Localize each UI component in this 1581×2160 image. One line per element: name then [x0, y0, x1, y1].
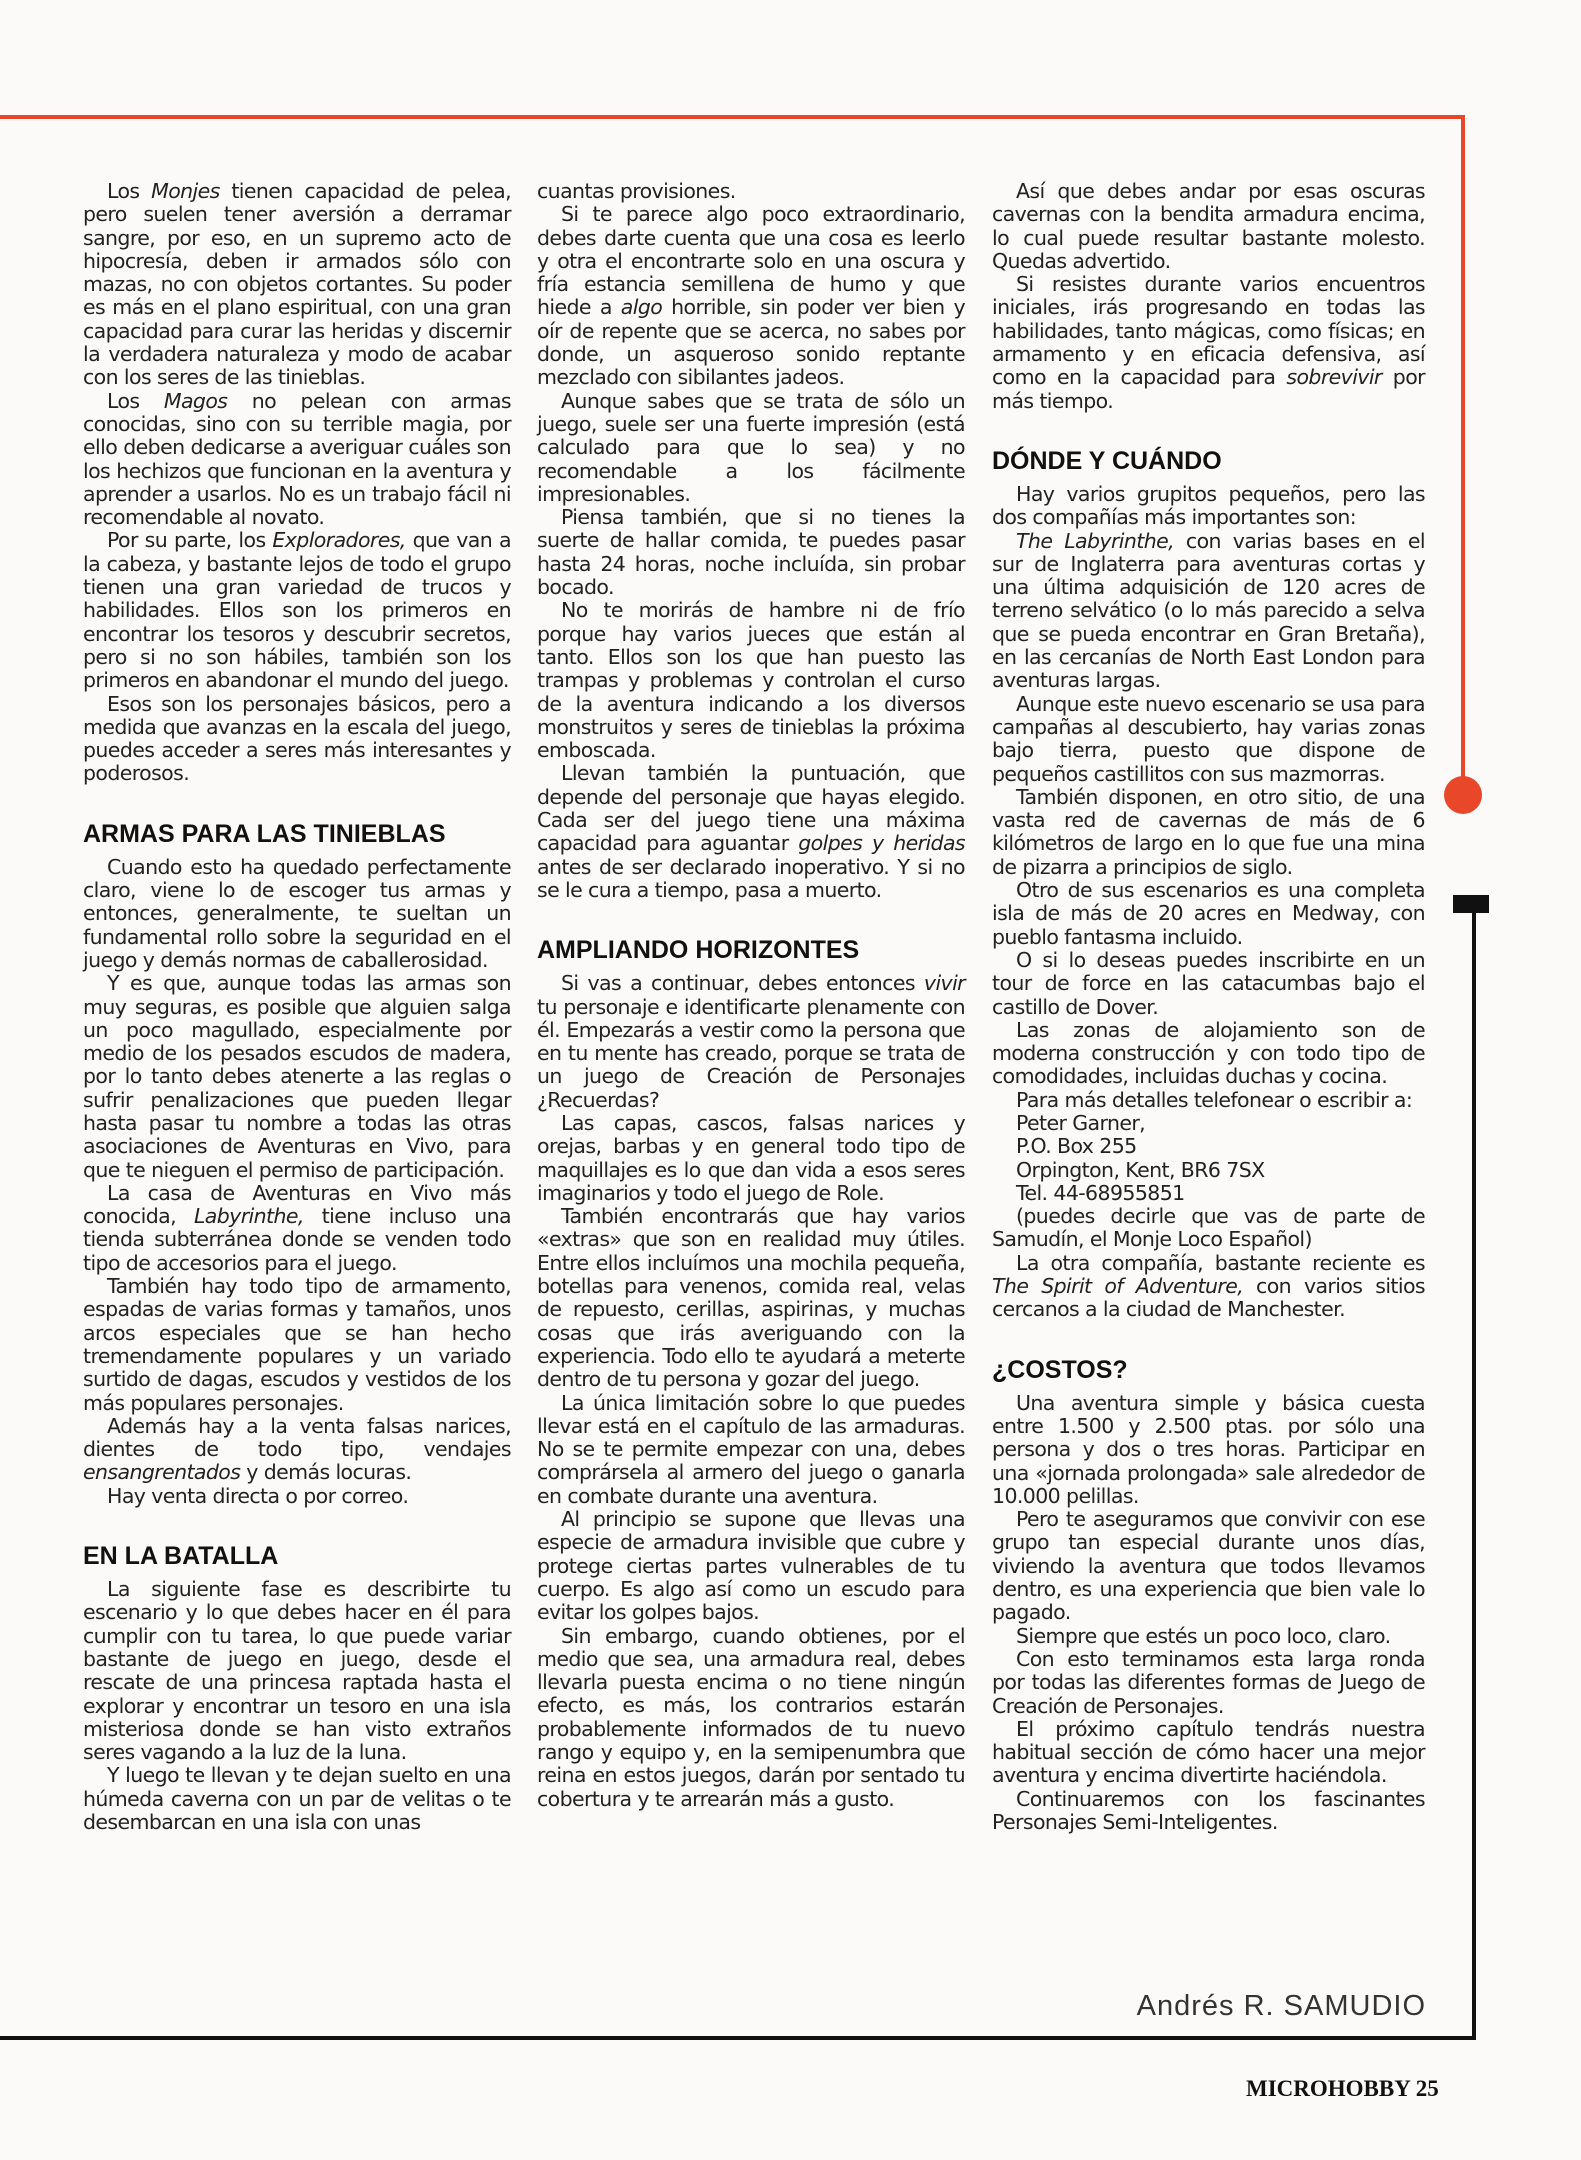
paragraph	[992, 1508, 1425, 1624]
paragraph	[537, 1625, 965, 1811]
paragraph	[537, 762, 965, 902]
paragraph	[83, 1578, 511, 1764]
text-run: cuantas provisiones.	[537, 179, 736, 203]
paragraph	[83, 1485, 511, 1508]
paragraph	[83, 972, 511, 1182]
text-run: Además hay a la venta falsas narices, dientes de todo tipo, vendajes	[83, 1413, 511, 1462]
paragraph	[537, 599, 965, 762]
text-run: antes de ser declarado inoperativo. Y si no se le cura a tiempo, pasa a muerto.	[537, 854, 965, 902]
paragraph	[537, 390, 965, 506]
text-run: La casa de Aventuras en Vivo más conocida,	[83, 1180, 511, 1229]
article-column-2	[537, 180, 965, 1811]
red-top-rule	[0, 115, 1465, 119]
text-run: Siempre que estés un poco loco, claro.	[1016, 1623, 1391, 1648]
paragraph	[992, 1788, 1425, 1835]
paragraph	[83, 390, 511, 530]
paragraph	[992, 273, 1425, 413]
italic-text: Monjes	[151, 179, 220, 203]
black-bottom-rule	[0, 2036, 1476, 2040]
text-run: Esos son los personajes básicos, pero a medida que avanzas en la escala del juego, puedes acceder a seres más interesantes y poderosos.	[83, 691, 511, 786]
italic-text: The Labyrinthe,	[1016, 528, 1175, 553]
text-run: También disponen, en otro sitio, de una vasta red de cavernas de más de 6 kilómetros de largo en lo que fue una mina de pizarra a principios de siglo.	[992, 784, 1425, 879]
text-run: Si resistes durante varios encuentros iniciales, irás progresando en todas las habilidades, tanto mágicas, como físicas; en armamento y en eficacia defensiva, así como en la capacidad para	[992, 272, 1425, 390]
text-run: Las capas, cascos, falsas narices y orejas, barbas y en general todo tipo de maquillajes es lo que dan vida a esos seres imaginarios y todo el juego de Role.	[537, 1110, 965, 1205]
section-heading: AMPLIANDO HORIZONTES	[537, 936, 860, 965]
text-run: Una aventura simple y básica cuesta entre 1.500 y 2.500 ptas. por sólo una persona y dos o tres horas. Participar en una «jornada prolongada» sale alrededor de 10.000 pelillas.	[992, 1390, 1425, 1508]
text-run: que van a la cabeza, y bastante lejos de todo el grupo tienen una gran variedad de trucos y habilidades. Ellos son los primeros en encontrar los tesoros y descubrir secretos, pero si no son hábiles, también son los primeros en abandonar el mundo del juego.	[83, 528, 511, 693]
text-run: El próximo capítulo tendrás nuestra habitual sección de cómo hacer una mejor aventura y encima divertirte haciéndola.	[992, 1716, 1425, 1788]
italic-text: Exploradores,	[272, 528, 406, 553]
text-run: no pelean con armas conocidas, sino con su terrible magia, por ello deben dedicarse a averiguar cuáles son los hechizos que funcionan en la aventura y aprender a usarlos. No es un trabajo fácil ni recomendable al novato.	[83, 388, 511, 530]
page-footer	[1246, 2076, 1439, 2102]
text-run: Hay venta directa o por correo.	[107, 1483, 409, 1508]
paragraph	[537, 203, 965, 389]
page-number: 25	[1415, 2076, 1439, 2101]
text-run: Los	[107, 179, 152, 203]
article-column-3	[992, 180, 1425, 1834]
italic-text: ensangrentados	[83, 1460, 241, 1485]
black-marker-bar	[1453, 895, 1489, 913]
section-heading: ARMAS PARA LAS TINIEBLAS	[83, 819, 446, 848]
paragraph	[83, 693, 511, 786]
paragraph	[992, 1648, 1425, 1718]
italic-text: Labyrinthe,	[193, 1204, 304, 1229]
contact-line	[992, 1135, 1425, 1158]
text-run: P.O. Box 255	[1016, 1134, 1137, 1159]
text-run: La siguiente fase es describirte tu escenario y lo que debes hacer en él para cumplir con tu tarea, lo que puede variar bastante de juego en juego, desde el rescate de una princesa raptada hasta el explorar y encontrar un tesoro en una isla misteriosa donde se han visto extraños seres vagando a la luz de la luna.	[83, 1577, 511, 1765]
text-run: O si lo deseas puedes inscribirte en un tour de force en las catacumbas bajo el castillo de Dover.	[992, 947, 1425, 1019]
paragraph	[992, 693, 1425, 786]
paragraph	[992, 1205, 1425, 1252]
paragraph	[537, 506, 965, 599]
text-run: con varios sitios cercanos a la ciudad de Manchester.	[992, 1274, 1425, 1322]
paragraph	[992, 949, 1425, 1019]
italic-text: vivir	[923, 971, 965, 996]
text-run: horrible, sin poder ver bien y oír de repente que se acerca, no sabes por donde, un asqueroso sonido reptante mezclado con sibilantes jadeos.	[537, 295, 965, 390]
text-run: Con esto terminamos esta larga ronda por todas las diferentes formas de Juego de Creación de Personajes.	[992, 1646, 1425, 1718]
text-run: por más tiempo.	[992, 365, 1425, 413]
text-run: Hay varios grupitos pequeños, pero las dos compañías más importantes son:	[992, 481, 1425, 530]
text-run: Piensa también, que si no tienes la suerte de hallar comida, te puedes pasar hasta 24 horas, noche incluída, sin probar bocado.	[537, 505, 965, 600]
text-run: con varias bases en el sur de Inglaterra para aventuras cortas y una última adquisición de 120 acres de terreno selvático (o lo más parecido a selva que se pueda encontrar en Gran Bretaña), en las cercanías de North East London para aventuras largas.	[992, 528, 1425, 693]
italic-text: golpes y heridas	[798, 831, 965, 856]
text-run: Continuaremos con los fascinantes Personajes Semi-Inteligentes.	[992, 1786, 1425, 1834]
section-heading: EN LA BATALLA	[83, 1542, 279, 1571]
text-run: Por su parte, los	[107, 528, 273, 553]
text-run: Tel. 44-68955851	[1016, 1180, 1185, 1205]
text-run: No te morirás de hambre ni de frío porque hay varios jueces que están al tanto. Ellos son los que han puesto las trampas y problemas y controlan el curso de la aventura indicando a los diversos monstruitos y seres de tinieblas la próxima emboscada.	[537, 598, 965, 763]
text-run: También hay todo tipo de armamento, espadas de varias formas y tamaños, unos arcos especiales que se han hecho tremendamente populares y un variado surtido de dagas, escudos y vestidos de los más populares personajes.	[83, 1274, 511, 1415]
paragraph	[537, 1508, 965, 1624]
text-run: Para más detalles telefonear o escribir a:	[1016, 1087, 1413, 1112]
text-run: Si te parece algo poco extraordinario, debes darte cuenta que una cosa es leerlo y otra el encontrarte solo en una oscura y fría estancia semillena de humo y que hiede a	[537, 202, 965, 320]
paragraph	[83, 529, 511, 692]
paragraph	[992, 1019, 1425, 1089]
text-run: La otra compañía, bastante reciente es	[1016, 1250, 1425, 1275]
paragraph	[992, 1252, 1425, 1322]
paragraph	[992, 786, 1425, 879]
paragraph	[83, 180, 511, 390]
article-column-1	[83, 180, 511, 1834]
magazine-name: MICROHOBBY	[1246, 2076, 1410, 2101]
text-run: tiene incluso una tienda subterránea donde se venden todo tipo de accesorios para el juego.	[83, 1204, 511, 1275]
contact-line	[992, 1159, 1425, 1182]
text-run: Las zonas de alojamiento son de moderna construcción y con todo tipo de comodidades, incluidas duchas y cocina.	[992, 1017, 1425, 1089]
paragraph	[83, 1764, 511, 1834]
text-run: Aunque sabes que se trata de sólo un juego, suele ser una fuerte impresión (está calculado para que lo sea) y no recomendable a los fácilmente impresionables.	[537, 388, 965, 506]
text-run: La única limitación sobre lo que puedes llevar está en el capítulo de las armaduras. No se te permite empezar con una, debes comprársela al armero del juego o ganarla en combate durante una aventura.	[537, 1390, 965, 1508]
paragraph	[537, 972, 965, 1112]
paragraph	[537, 1392, 965, 1508]
italic-text: sobrevivir	[1286, 365, 1382, 390]
text-run: Los	[107, 388, 164, 413]
paragraph	[537, 1205, 965, 1391]
italic-text: Magos	[163, 388, 228, 413]
text-run: Cuando esto ha quedado perfectamente claro, viene lo de escoger tus armas y entonces, generalmente, te sueltan un fundamental rollo sobre la seguridad en el juego y demás normas de caballerosidad.	[83, 854, 511, 972]
text-run: Y es que, aunque todas las armas son muy seguras, es posible que alguien salga un poco magullado, especialmente por medio de los pesados escudos de madera, por lo tanto debes atenerte a las reglas o sufrir penalizaciones que pueden llegar hasta pasar tu nombre a todas las otras asociaciones de Aventuras en Vivo, para que te nieguen el permiso de participación.	[83, 971, 511, 1182]
paragraph	[992, 1392, 1425, 1508]
text-run: (puedes decirle que vas de parte de Samudín, el Monje Loco Español)	[992, 1204, 1425, 1252]
italic-text: The Spirit of Adventure,	[992, 1274, 1244, 1299]
section-heading: ¿COSTOS?	[992, 1355, 1128, 1384]
text-run: Pero te aseguramos que convivir con ese grupo tan especial durante unos días, viviendo la aventura que todos llevamos dentro, es una experiencia que bien vale lo pagado.	[992, 1507, 1425, 1625]
paragraph	[992, 1718, 1425, 1788]
text-run: Sin embargo, cuando obtienes, por el medio que sea, una armadura real, debes llevarla puesta encima o no tiene ningún efecto, es más, los contrarios estarán probablemente informados de tu nuevo rango y equipo y, en la semipenumbra que reina en estos juegos, darán por sentado tu cobertura y te arrearán más a gusto.	[537, 1623, 965, 1811]
paragraph	[83, 1275, 511, 1415]
author-signature: Andrés R. SAMUDIO	[1136, 1990, 1426, 2022]
text-run: tienen capacidad de pelea, pero suelen tener aversión a derramar sangre, por eso, en un supremo acto de hipocresía, deben ir armados sólo con mazas, no con objetos cortantes. Su poder es más en el plano espiritual, con una gran capacidad para curar las heridas y discernir la verdadera naturaleza y modo de acabar con los seres de las tinieblas.	[83, 179, 511, 390]
paragraph	[537, 180, 965, 203]
paragraph	[992, 483, 1425, 530]
text-run: Aunque este nuevo escenario se usa para campañas al descubierto, hay varias zonas bajo tierra, puesto que dispone de pequeños castillitos con sus mazmorras.	[992, 691, 1425, 786]
text-run: Y luego te llevan y te dejan suelto en una húmeda caverna con un par de velitas o te desembarcan en una isla con unas	[83, 1763, 511, 1834]
paragraph	[83, 856, 511, 972]
text-run: Así que debes andar por esas oscuras cavernas con la bendita armadura encima, lo cual puede resultar bastante molesto. Quedas advertido.	[992, 179, 1425, 273]
paragraph	[83, 1182, 511, 1275]
red-right-rule	[1461, 115, 1465, 795]
italic-text: algo	[620, 295, 663, 320]
text-run: Si vas a continuar, debes entonces	[561, 971, 924, 996]
paragraph	[537, 1112, 965, 1205]
text-run: Llevan también la puntuación, que depende del personaje que hayas elegido. Cada ser del juego tiene una máxima capacidad para aguantar	[537, 761, 965, 856]
paragraph	[83, 1415, 511, 1485]
paragraph	[992, 1625, 1425, 1648]
paragraph	[992, 530, 1425, 693]
red-dot	[1444, 776, 1482, 814]
text-run: tu personaje e identificarte plenamente con él. Empezarás a vestir como la persona que en tu mente has creado, porque se trata de un juego de Creación de Personajes ¿Recuerdas?	[537, 994, 965, 1112]
text-run: También encontrarás que hay varios «extras» que son en realidad muy útiles. Entre ellos incluímos una mochila pequeña, botellas para venenos, comida real, velas de repuesto, cerillas, aspirinas, y muchas cosas que irás averiguando con la experiencia. Todo ello te ayudará a meterte dentro de tu persona y gozar del juego.	[537, 1204, 965, 1392]
contact-line	[992, 1182, 1425, 1205]
paragraph	[992, 879, 1425, 949]
contact-line	[992, 1089, 1425, 1112]
text-run: Al principio se supone que llevas una especie de armadura invisible que cubre y protege ciertas partes vulnerables de tu cuerpo. Es algo así como un escudo para evitar los golpes bajos.	[537, 1507, 965, 1625]
paragraph	[992, 180, 1425, 273]
text-run: Otro de sus escenarios es una completa isla de más de 20 acres en Medway, con pueblo fantasma incluido.	[992, 878, 1425, 949]
contact-line	[992, 1112, 1425, 1135]
section-heading: DÓNDE Y CUÁNDO	[992, 446, 1222, 475]
text-run: Peter Garner,	[1016, 1110, 1146, 1135]
text-run: Orpington, Kent, BR6 7SX	[1016, 1157, 1265, 1182]
text-run: y demás locuras.	[240, 1460, 412, 1485]
black-right-rule	[1472, 900, 1476, 2040]
